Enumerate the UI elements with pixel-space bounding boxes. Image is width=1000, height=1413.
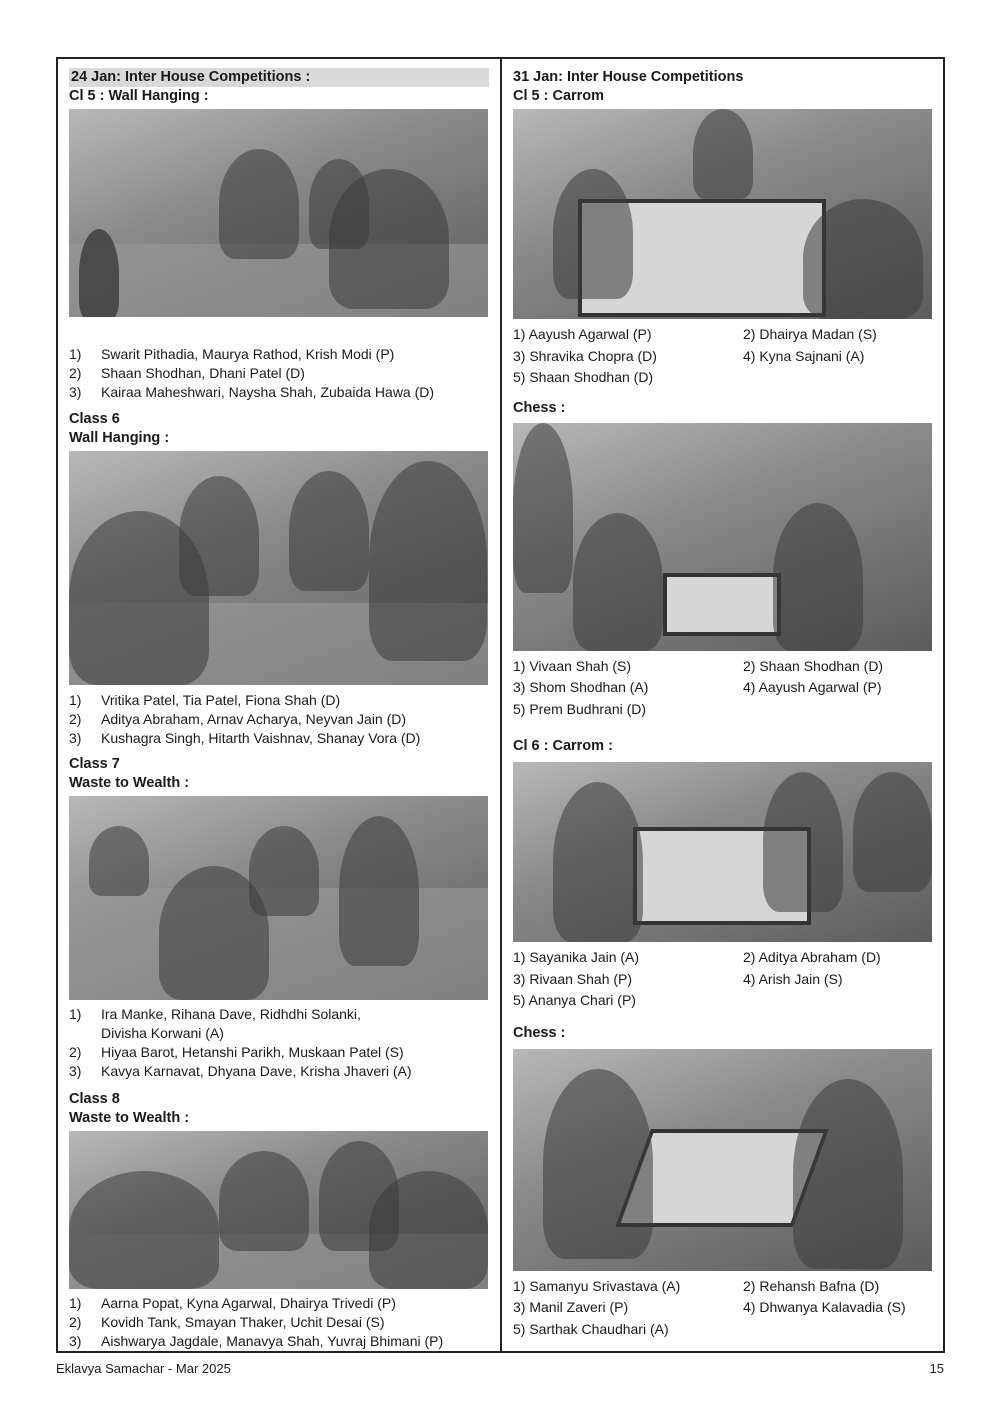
list-item: 3) Shravika Chopra (D) [513, 347, 657, 364]
list-item: 2) Aditya Abraham (D) [743, 949, 881, 965]
list-item: 1) Aarna Popat, Kyna Agarwal, Dhairya Trivedi (P) [69, 1295, 396, 1311]
section-subheading: Cl 6 : Carrom : [513, 738, 613, 754]
results-list [69, 1294, 489, 1351]
section-class7-waste-to-wealth [69, 755, 489, 1081]
section-class5-carrom [513, 68, 933, 389]
section-subheading: Waste to Wealth : [69, 775, 190, 791]
list-item: 1) Ira Manke, Rihana Dave, Ridhdhi Solanki, Divisha Korwani (A) [69, 1006, 361, 1041]
left-column [69, 68, 489, 1351]
photo-carrom-class6 [513, 762, 932, 942]
list-item: 2) Kovidh Tank, Smayan Thaker, Uchit Desai (S) [69, 1314, 385, 1330]
section-class6-chess [513, 1024, 933, 1341]
section-class-heading: Class 6 [69, 411, 120, 427]
results-list [69, 691, 489, 748]
section-class5-chess [513, 399, 933, 721]
list-item: 5) Shaan Shodhan (D) [513, 369, 654, 385]
photo-carrom-class5 [513, 109, 932, 319]
footer-publication: Eklavya Samachar - Mar 2025 [56, 1361, 231, 1376]
section-class-heading: Class 8 [69, 1091, 120, 1107]
section-subheading: Cl 5 : Carrom [513, 88, 605, 104]
section-date-heading: 31 Jan: Inter House Competitions [513, 69, 744, 85]
list-item: 3) Rivaan Shah (P) [513, 970, 633, 987]
list-item: 4) Kyna Sajnani (A) [743, 347, 865, 364]
list-item: 2) Shaan Shodhan, Dhani Patel (D) [69, 365, 305, 381]
section-subheading: Chess : [513, 1024, 566, 1041]
section-subheading: Cl 5 : Wall Hanging : [69, 88, 209, 104]
list-item: 3) Shom Shodhan (A) [513, 679, 649, 695]
section-date-heading: 24 Jan: Inter House Competitions : [69, 68, 489, 87]
list-item: 2) Hiyaa Barot, Hetanshi Parikh, Muskaan Patel (S) [69, 1044, 404, 1060]
list-item: 4) Dhwanya Kalavadia (S) [743, 1299, 906, 1315]
photo-chess-class5 [513, 423, 932, 651]
column-divider [500, 57, 502, 1353]
section-class6-wall-hanging [69, 410, 489, 748]
section-class6-carrom [513, 737, 933, 1012]
right-column [513, 68, 933, 1340]
list-item: 1) Aayush Agarwal (P) [513, 326, 652, 342]
list-item: 3) Kairaa Maheshwari, Naysha Shah, Zubaida Hawa (D) [69, 384, 435, 400]
list-item: 5) Sarthak Chaudhari (A) [513, 1320, 669, 1337]
list-item: 1) Samanyu Srivastava (A) [513, 1277, 681, 1294]
list-item: 1) Swarit Pithadia, Maurya Rathod, Krish Modi (P) [69, 346, 395, 362]
results-grid [513, 947, 933, 1012]
results-list [69, 1005, 489, 1081]
section-subheading: Wall Hanging : [69, 430, 170, 446]
section-class8-waste-to-wealth [69, 1090, 489, 1351]
page-number: 15 [929, 1361, 944, 1376]
photo-chess-class6 [513, 1049, 932, 1271]
list-item: 1) Vivaan Shah (S) [513, 657, 632, 674]
results-list [69, 345, 489, 402]
section-subheading: Waste to Wealth : [69, 1110, 190, 1126]
section-subheading: Chess : [513, 399, 566, 416]
list-item: 5) Prem Budhrani (D) [513, 700, 647, 717]
list-item: 1) Vritika Patel, Tia Patel, Fiona Shah (D) [69, 692, 341, 708]
list-item: 3) Manil Zaveri (P) [513, 1299, 629, 1315]
results-grid [513, 1276, 933, 1341]
list-item: 2) Shaan Shodhan (D) [743, 657, 884, 674]
photo-waste-to-wealth-class7 [69, 796, 488, 1000]
list-item: 2) Aditya Abraham, Arnav Acharya, Neyvan Jain (D) [69, 711, 407, 727]
list-item: 4) Aayush Agarwal (P) [743, 679, 882, 695]
photo-wall-hanging-class6 [69, 451, 488, 685]
list-item: 3) Kushagra Singh, Hitarth Vaishnav, Shanay Vora (D) [69, 730, 421, 746]
photo-waste-to-wealth-class8 [69, 1131, 488, 1289]
section-class-heading: Class 7 [69, 756, 120, 772]
list-item: 3) Kavya Karnavat, Dhyana Dave, Krisha Jhaveri (A) [69, 1063, 412, 1079]
list-item: 3) Aishwarya Jagdale, Manavya Shah, Yuvraj Bhimani (P) [69, 1333, 444, 1349]
results-grid [513, 656, 933, 721]
list-item: 5) Ananya Chari (P) [513, 992, 636, 1008]
list-item: 4) Arish Jain (S) [743, 970, 843, 987]
photo-wall-hanging-class5 [69, 109, 488, 317]
list-item: 2) Rehansh Bafna (D) [743, 1277, 880, 1294]
list-item: 1) Sayanika Jain (A) [513, 949, 640, 965]
list-item: 2) Dhairya Madan (S) [743, 326, 877, 342]
results-grid [513, 324, 933, 389]
section-class5-wall-hanging [69, 68, 489, 402]
